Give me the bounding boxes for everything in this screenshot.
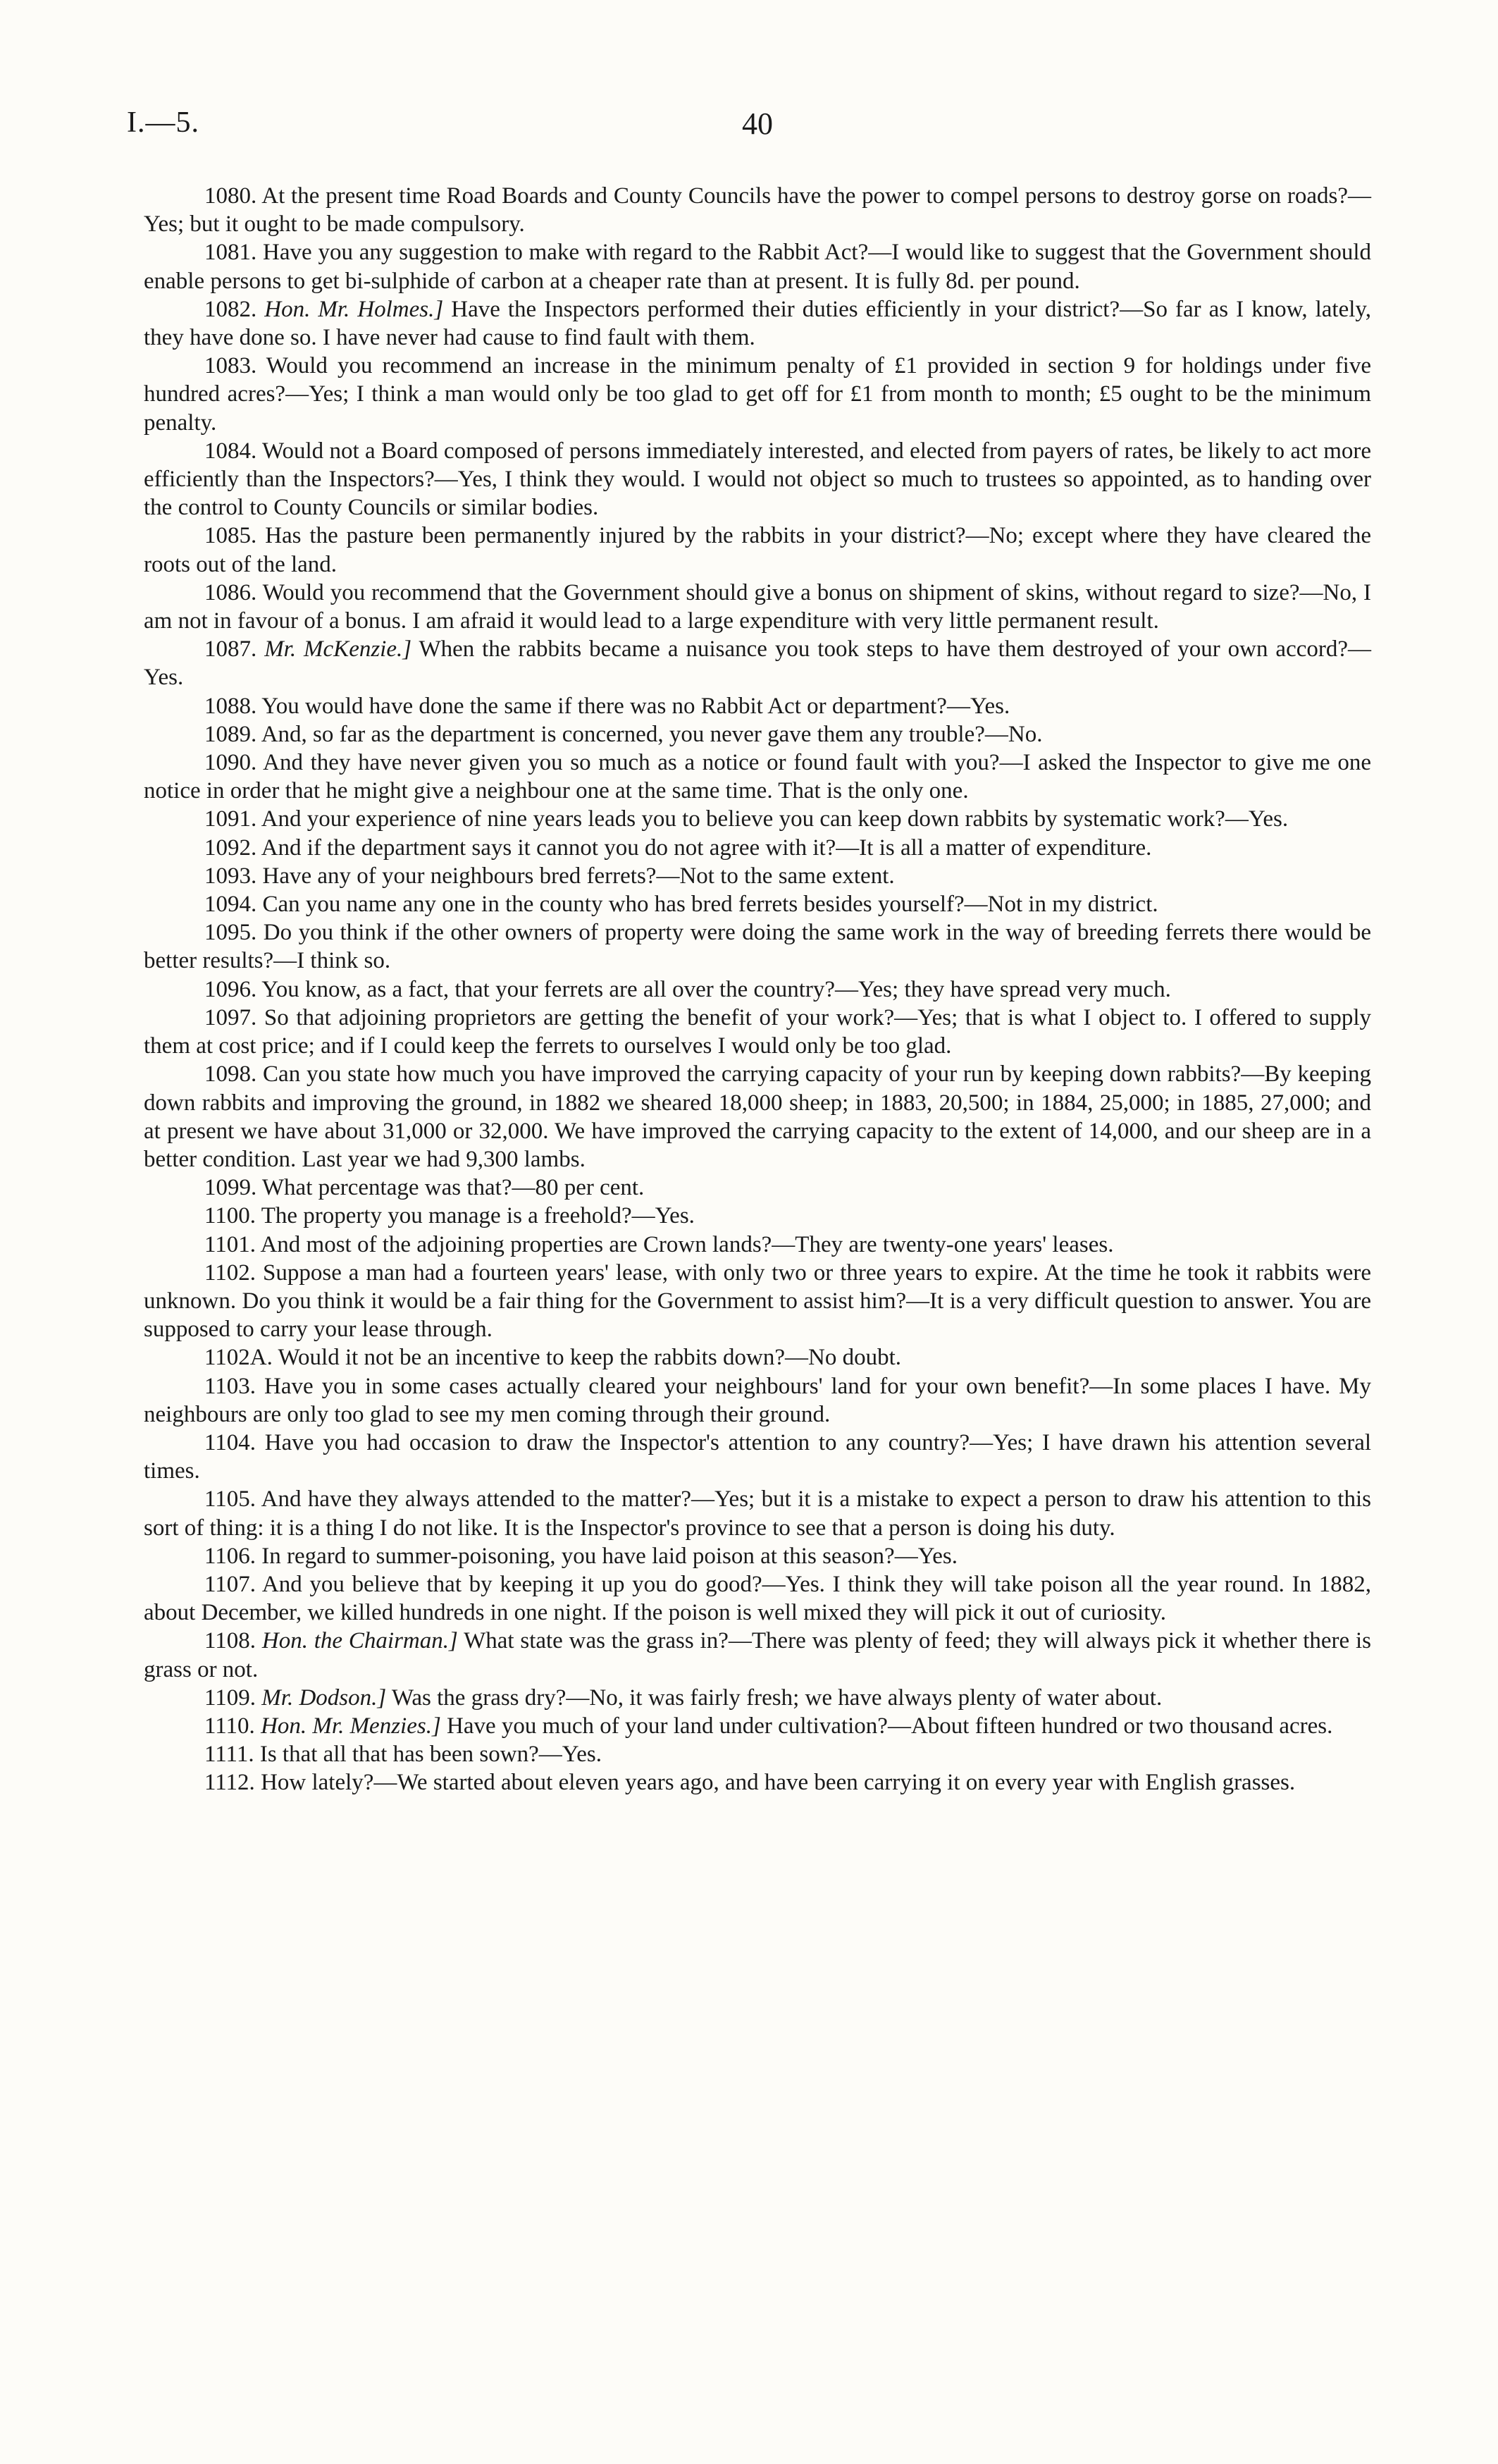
question-paragraph <box>144 1343 1371 1372</box>
question-text: Have you any suggestion to make with regard to the Rabbit Act?—I would like to suggest that the Government should enable persons to get bi-sulphide of carbon at a cheaper rate than at present. It is fully 8d. per pound. <box>144 240 1371 294</box>
question-paragraph <box>144 635 1371 691</box>
question-number: 1095. <box>204 920 257 946</box>
question-number: 1110. <box>204 1713 255 1739</box>
question-paragraph <box>144 1485 1371 1541</box>
question-text: And they have never given you so much as a notice or found fault with you?—I asked the Inspector to give me one notice in order that he might give a neighbour one at the same time. That is the only one. <box>144 750 1372 804</box>
question-number: 1080. <box>204 183 257 209</box>
question-paragraph <box>144 1740 1371 1768</box>
question-paragraph <box>144 1174 1371 1202</box>
question-text: Have any of your neighbours bred ferrets?—Not to the same extent. <box>262 863 895 889</box>
question-paragraph <box>144 805 1371 833</box>
question-number: 1098. <box>204 1061 257 1088</box>
question-paragraph <box>144 522 1371 578</box>
question-number: 1088. <box>204 693 257 719</box>
question-text: You know, as a fact, that your ferrets are all over the country?—Yes; they have spread very much. <box>261 976 1171 1002</box>
question-text: Can you state how much you have improved the carrying capacity of your run by keeping down rabbits?—By keeping down rabbits and improving the ground, in 1882 we sheared 18,000 sheep; in 1883, 20,500; in 1884, 25,000; in 1885, 27,000; and at present we have about 31,000 or 32,000. We have improved the carrying capacity to the extent of 14,000, and our sheep are in a better condition. Last year we had 9,300 lambs. <box>144 1061 1371 1172</box>
question-paragraph <box>144 1202 1371 1230</box>
question-paragraph <box>144 1372 1371 1429</box>
question-paragraph <box>144 692 1371 720</box>
question-number: 1097. <box>204 1004 257 1030</box>
question-paragraph <box>144 1542 1371 1570</box>
question-number: 1090. <box>204 750 257 776</box>
question-number: 1085. <box>204 523 257 549</box>
speaker-name: Mr. McKenzie.] <box>264 636 412 663</box>
question-number: 1089. <box>204 721 257 747</box>
question-paragraph <box>144 1231 1371 1259</box>
page-number: 40 <box>742 106 773 141</box>
question-text: How lately?—We started about eleven years ago, and have been carrying it on every year with English grasses. <box>261 1770 1296 1796</box>
question-text: Have you had occasion to draw the Inspector's attention to any country?—Yes; I have drawn his attention several times. <box>144 1429 1372 1484</box>
question-number: 1093. <box>204 863 257 889</box>
question-paragraph <box>144 975 1371 1004</box>
question-text: Was the grass dry?—No, it was fairly fresh; we have always plenty of water about. <box>391 1684 1163 1711</box>
question-number: 1106. <box>204 1543 256 1569</box>
question-number: 1081. <box>204 240 257 266</box>
question-text: Would it not be an incentive to keep the rabbits down?—No doubt. <box>278 1345 902 1371</box>
question-text: Have you in some cases actually cleared your neighbours' land for your own benefit?—In some places I have. My neighbours are only too glad to see my men coming through their ground. <box>144 1373 1371 1427</box>
question-text: What state was the grass in?—There was plenty of feed; they will always pick it whether there is grass or not. <box>144 1628 1372 1682</box>
question-text: Can you name any one in the county who has bred ferrets besides yourself?—Not in my district. <box>262 892 1158 918</box>
page-header <box>127 106 1388 155</box>
question-paragraph <box>144 295 1371 352</box>
question-text: Suppose a man had a fourteen years' lease, with only two or three years to expire. At the time he took it rabbits were unknown. Do you think it would be a fair thing for the Government to assist him?—It is a very difficult question to answer. You are supposed to carry your lease through. <box>144 1259 1371 1343</box>
question-paragraph <box>144 238 1371 295</box>
question-text: And your experience of nine years leads you to believe you can keep down rabbits by systematic work?—Yes. <box>261 806 1289 832</box>
question-text: At the present time Road Boards and County Councils have the power to compel persons to destroy gorse on roads?—Yes; but it ought to be made compulsory. <box>144 183 1371 238</box>
question-text: And, so far as the department is concerned, you never gave them any trouble?—No. <box>261 721 1043 747</box>
question-number: 1087. <box>204 636 257 663</box>
question-text: Has the pasture been permanently injured by the rabbits in your district?—No; except where they have cleared the roots out of the land. <box>144 523 1372 577</box>
question-number: 1100. <box>204 1203 256 1229</box>
question-paragraph <box>144 182 1371 238</box>
question-paragraph <box>144 1627 1371 1683</box>
question-paragraph <box>144 1060 1371 1174</box>
question-number: 1084. <box>204 438 257 464</box>
parliamentary-paper-reference: I.—5. <box>127 106 199 139</box>
question-text: And most of the adjoining properties are Crown lands?—They are twenty-one years' leases. <box>260 1231 1114 1257</box>
speaker-name: Hon. the Chairman.] <box>261 1628 458 1654</box>
question-number: 1112. <box>204 1770 255 1796</box>
question-number: 1096. <box>204 976 257 1002</box>
question-paragraph <box>144 862 1371 890</box>
question-paragraph <box>144 1684 1371 1712</box>
question-text: Would you recommend that the Government should give a bonus on shipment of skins, without regard to size?—No, I am not in favour of a bonus. I am afraid it would lead to a large expenditure with very little permanent result. <box>144 579 1371 634</box>
question-text: Do you think if the other owners of property were doing the same work in the way of breeding ferrets there would be better results?—I think so. <box>144 920 1372 974</box>
question-number: 1086. <box>204 579 257 605</box>
question-number: 1099. <box>204 1175 257 1201</box>
question-text: So that adjoining proprietors are getting the benefit of your work?—Yes; that is what I object to. I offered to supply them at cost price; and if I could keep the ferrets to ourselves I would only be too glad. <box>144 1004 1371 1059</box>
question-number: 1102. <box>204 1259 256 1286</box>
question-number: 1104. <box>204 1429 256 1455</box>
question-paragraph <box>144 834 1371 862</box>
evidence-body <box>144 182 1371 1797</box>
question-number: 1082. <box>204 296 257 322</box>
question-number: 1108. <box>204 1628 256 1654</box>
speaker-name: Hon. Mr. Holmes.] <box>264 296 444 322</box>
question-paragraph <box>144 1570 1371 1627</box>
question-paragraph <box>144 1259 1371 1344</box>
question-paragraph <box>144 352 1371 437</box>
question-text: Have you much of your land under cultivation?—About fifteen hundred or two thousand acres. <box>447 1713 1333 1739</box>
question-number: 1094. <box>204 892 257 918</box>
question-text: Is that all that has been sown?—Yes. <box>259 1742 602 1768</box>
question-paragraph <box>144 579 1371 635</box>
question-paragraph <box>144 1712 1371 1740</box>
question-text: The property you manage is a freehold?—Yes. <box>261 1203 695 1229</box>
question-number: 1083. <box>204 353 257 379</box>
question-text: What percentage was that?—80 per cent. <box>261 1175 645 1201</box>
speaker-name: Mr. Dodson.] <box>261 1684 387 1711</box>
question-paragraph <box>144 1768 1371 1797</box>
question-number: 1101. <box>204 1231 256 1257</box>
question-text: When the rabbits became a nuisance you took steps to have them destroyed of your own accord?—Yes. <box>144 636 1371 691</box>
question-number: 1105. <box>204 1486 256 1513</box>
question-paragraph <box>144 437 1371 522</box>
question-text: And if the department says it cannot you do not agree with it?—It is all a matter of expenditure. <box>261 834 1152 861</box>
question-text: You would have done the same if there was no Rabbit Act or department?—Yes. <box>261 693 1010 719</box>
question-number: 1102A. <box>204 1345 273 1371</box>
question-paragraph <box>144 749 1371 805</box>
question-text: In regard to summer-poisoning, you have laid poison at this season?—Yes. <box>261 1543 958 1569</box>
question-paragraph <box>144 720 1371 749</box>
question-text: And you believe that by keeping it up you do good?—Yes. I think they will take poison all the year round. In 1882, about December, we killed hundreds in one night. If the poison is well mixed they will pick it out of curiosity. <box>144 1571 1371 1626</box>
question-text: And have they always attended to the matter?—Yes; but it is a mistake to expect a person to draw his attention to this sort of thing: it is a thing I do not like. It is the Inspector's province to see that a person is doing his duty. <box>144 1486 1371 1541</box>
question-number: 1091. <box>204 806 257 832</box>
question-paragraph <box>144 1429 1371 1485</box>
question-paragraph <box>144 1004 1371 1060</box>
question-number: 1107. <box>204 1571 256 1597</box>
question-paragraph <box>144 890 1371 918</box>
speaker-name: Hon. Mr. Menzies.] <box>261 1713 441 1739</box>
question-text: Have the Inspectors performed their duties efficiently in your district?—So far as I know, lately, they have done so. I have never had cause to find fault with them. <box>144 296 1371 351</box>
question-paragraph <box>144 918 1371 975</box>
question-number: 1109. <box>204 1684 256 1711</box>
question-text: Would not a Board composed of persons immediately interested, and elected from payers of rates, be likely to act more efficiently than the Inspectors?—Yes, I think they would. I would not object so much to trustees so appointed, as to handing over the control to County Councils or similar bodies. <box>144 438 1372 521</box>
question-number: 1103. <box>204 1373 256 1399</box>
question-text: Would you recommend an increase in the minimum penalty of £1 provided in section 9 for holdings under five hundred acres?—Yes; I think a man would only be too glad to get off for £1 from month to month; £5 ought to be the minimum penalty. <box>144 353 1371 436</box>
question-number: 1111. <box>204 1742 254 1768</box>
question-number: 1092. <box>204 834 257 861</box>
